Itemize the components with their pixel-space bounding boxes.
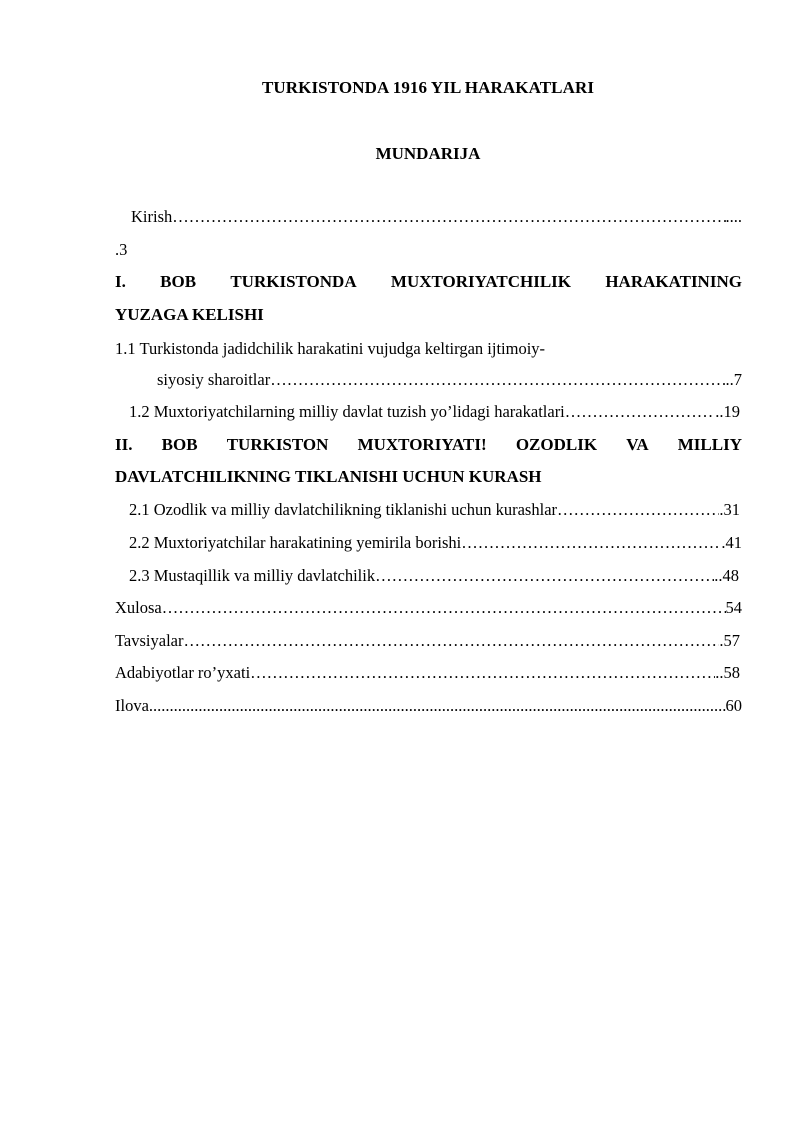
chapter-word: BOB bbox=[161, 435, 198, 454]
toc-entry-2-2 bbox=[129, 533, 742, 553]
chapter-word: VA bbox=[626, 435, 649, 454]
toc-heading: MUNDARIJA bbox=[375, 144, 481, 163]
chapter-word: MUXTORIYATCHILIK bbox=[390, 272, 572, 291]
chapter-word: TURKISTON bbox=[226, 435, 329, 454]
document-title: TURKISTONDA 1916 YIL HARAKATLARI bbox=[261, 78, 595, 97]
toc-entry-page: .57 bbox=[719, 631, 740, 650]
toc-entry-page: 54 bbox=[725, 598, 742, 617]
chapter-word: BOB bbox=[160, 272, 197, 291]
toc-leader-dots bbox=[183, 631, 719, 651]
chapter-2-heading bbox=[115, 435, 742, 455]
chapter-word: II. bbox=[115, 435, 133, 454]
toc-leader-dots bbox=[375, 566, 714, 586]
toc-leader-dots bbox=[172, 207, 725, 227]
toc-entry-kirish bbox=[131, 207, 742, 227]
toc-entry-label: Tavsiyalar bbox=[115, 631, 184, 650]
toc-entry-page: ..58 bbox=[715, 663, 740, 682]
toc-entry-tavsiyalar bbox=[115, 631, 740, 651]
toc-entry-2-1 bbox=[129, 500, 740, 520]
toc-entry-2-3 bbox=[129, 566, 739, 586]
toc-leader-dots bbox=[565, 402, 715, 422]
toc-entry-page: 60 bbox=[725, 696, 742, 715]
chapter-1-heading bbox=[115, 272, 742, 292]
toc-entry-ilova bbox=[115, 696, 742, 716]
toc-entry-page: .41 bbox=[721, 533, 742, 552]
toc-entry-page: ..48 bbox=[714, 566, 739, 585]
chapter-word: MILLIY bbox=[677, 435, 742, 454]
toc-entry-page: .31 bbox=[719, 500, 740, 519]
toc-entry-label: 2.3 Mustaqillik va milliy davlatchilik bbox=[129, 566, 376, 585]
chapter-word: TURKISTONDA bbox=[230, 272, 357, 291]
toc-entry-page: .... bbox=[725, 207, 742, 226]
chapter-word: I. bbox=[115, 272, 126, 291]
toc-entry-label: 2.2 Muxtoriyatchilar harakatining yemirila borishi bbox=[129, 533, 462, 552]
toc-leader-dots bbox=[250, 663, 715, 683]
toc-entry-label: Kirish bbox=[131, 207, 173, 226]
toc-leader-dots bbox=[557, 500, 719, 520]
toc-leader-dots bbox=[162, 598, 726, 618]
toc-entry-label: Ilova bbox=[115, 696, 149, 715]
toc-entry-label: Xulosa bbox=[115, 598, 162, 617]
chapter-word: OZODLIK bbox=[515, 435, 598, 454]
toc-entry-1-2 bbox=[129, 402, 740, 422]
toc-entry-label: siyosiy sharoitlar bbox=[157, 370, 271, 389]
toc-entry-label: 2.1 Ozodlik va milliy davlatchilikning tiklanishi uchun kurashlar bbox=[129, 500, 558, 519]
toc-leader-dots bbox=[270, 370, 725, 390]
toc-entry-1-1 bbox=[157, 370, 742, 390]
toc-entry-xulosa bbox=[115, 598, 742, 618]
toc-entry-page: ..19 bbox=[715, 402, 740, 421]
toc-entry-adabiyotlar bbox=[115, 663, 740, 683]
chapter-1-heading-cont: YUZAGA KELISHI bbox=[115, 305, 264, 324]
toc-leader-dots bbox=[149, 696, 726, 716]
chapter-word: MUXTORIYATI! bbox=[357, 435, 487, 454]
toc-entry-label: 1.2 Muxtoriyatchilarning milliy davlat tuzish yo’lidagi harakatlari bbox=[129, 402, 565, 421]
chapter-2-heading-cont: DAVLATCHILIKNING TIKLANISHI UCHUN KURASH bbox=[115, 467, 542, 486]
chapter-word: HARAKATINING bbox=[605, 272, 742, 291]
toc-entry-label: Adabiyotlar ro’yxati bbox=[115, 663, 251, 682]
toc-leader-dots bbox=[461, 533, 721, 553]
toc-entry-page: ..7 bbox=[725, 370, 742, 389]
toc-entry-page-wrap: .3 bbox=[115, 240, 128, 259]
toc-entry-1-1-line1: 1.1 Turkistonda jadidchilik harakatini vujudga keltirgan ijtimoiy- bbox=[115, 339, 546, 358]
